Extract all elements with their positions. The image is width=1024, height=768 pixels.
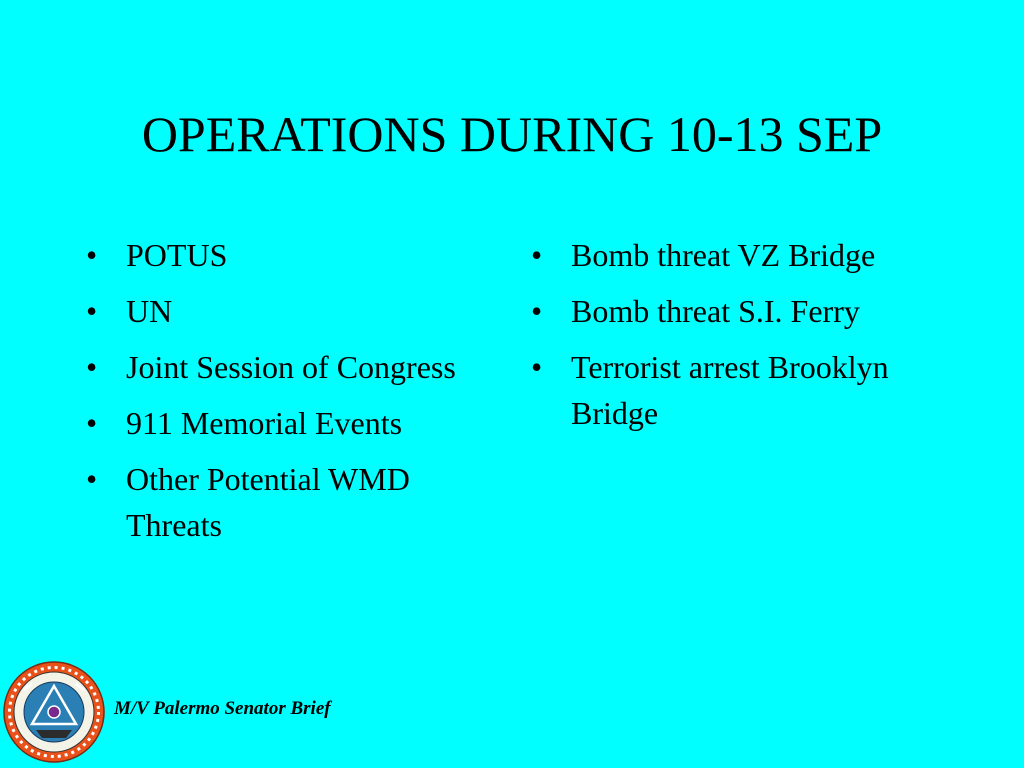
left-bullet-list [86,232,506,558]
list-item [86,344,506,390]
bullet-icon: • [86,237,98,273]
bullet-icon: • [86,349,98,385]
bullet-icon: • [86,405,98,441]
list-item-text: UN [126,293,173,329]
list-item [531,288,971,334]
list-item [86,288,506,334]
list-item-text: Bomb threat VZ Bridge [571,237,876,273]
right-bullet-list [531,232,971,446]
bullet-icon: • [86,461,98,497]
slide-title: OPERATIONS DURING 10-13 SEP [141,106,883,162]
list-item-text: POTUS [126,237,228,273]
list-item [531,232,971,278]
list-item-text: Terrorist arrest Brooklyn Bridge [571,349,889,431]
bullet-icon: • [531,237,543,273]
list-item-text: Bomb threat S.I. Ferry [571,293,860,329]
list-item [86,456,506,548]
bullet-icon: • [531,293,543,329]
list-item [86,400,506,446]
bullet-icon: • [531,349,543,385]
seal-ship [36,730,72,738]
list-item-text: 911 Memorial Events [126,405,403,441]
list-item-text: Joint Session of Congress [126,349,456,385]
footer-title: M/V Palermo Senator Brief [114,698,331,719]
coast-guard-seal-icon [2,660,106,764]
list-item [86,232,506,278]
bullet-icon: • [86,293,98,329]
seal-emblem [48,706,60,718]
list-item-text: Other Potential WMD Threats [126,461,410,543]
slide-footer [0,660,400,768]
list-item [531,344,971,436]
